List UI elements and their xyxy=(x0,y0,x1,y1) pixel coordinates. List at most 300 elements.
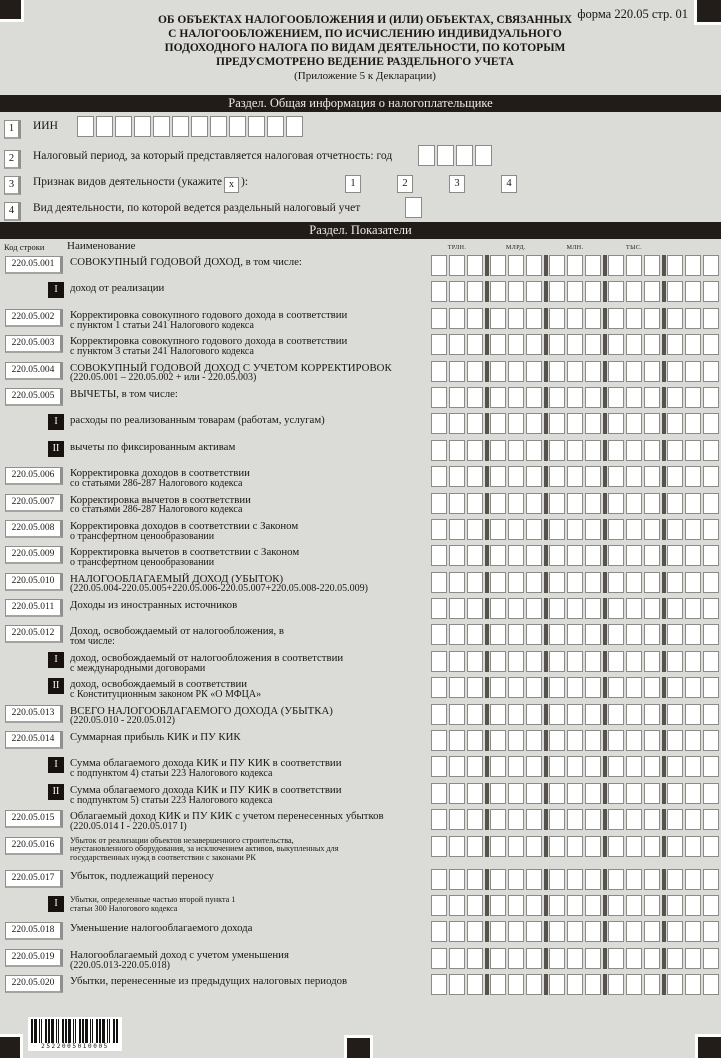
value-cell[interactable] xyxy=(549,783,565,804)
value-cell[interactable] xyxy=(585,413,601,434)
value-cell[interactable] xyxy=(508,466,524,487)
value-cell[interactable] xyxy=(431,598,447,619)
value-cell[interactable] xyxy=(685,895,701,916)
value-cell[interactable] xyxy=(490,598,506,619)
value-cell[interactable] xyxy=(608,361,624,382)
value-cell[interactable] xyxy=(685,361,701,382)
value-cell[interactable] xyxy=(585,572,601,593)
activity-option-1[interactable]: 1 xyxy=(345,175,361,193)
value-cell[interactable] xyxy=(703,387,719,408)
value-cell[interactable] xyxy=(526,413,542,434)
value-cell[interactable] xyxy=(431,519,447,540)
value-cell[interactable] xyxy=(549,440,565,461)
value-cell[interactable] xyxy=(626,756,642,777)
value-cell[interactable] xyxy=(549,466,565,487)
value-cell[interactable] xyxy=(508,809,524,830)
value-cell[interactable] xyxy=(667,756,683,777)
value-cell[interactable] xyxy=(449,895,465,916)
value-cell[interactable] xyxy=(585,809,601,830)
value-cell[interactable] xyxy=(644,466,660,487)
value-cell[interactable] xyxy=(490,361,506,382)
value-cell[interactable] xyxy=(526,869,542,890)
activity-type-cell[interactable] xyxy=(405,197,422,218)
value-cell[interactable] xyxy=(685,836,701,857)
value-cell[interactable] xyxy=(431,545,447,566)
value-cell[interactable] xyxy=(626,783,642,804)
value-cell[interactable] xyxy=(526,545,542,566)
year-cell[interactable] xyxy=(475,145,492,166)
value-cell[interactable] xyxy=(526,281,542,302)
value-cell[interactable] xyxy=(644,730,660,751)
value-cell[interactable] xyxy=(608,948,624,969)
value-cell[interactable] xyxy=(467,466,483,487)
value-cell[interactable] xyxy=(467,624,483,645)
value-cell[interactable] xyxy=(703,466,719,487)
value-cell[interactable] xyxy=(526,255,542,276)
value-cell[interactable] xyxy=(490,624,506,645)
value-cell[interactable] xyxy=(703,730,719,751)
value-cell[interactable] xyxy=(549,730,565,751)
value-cell[interactable] xyxy=(526,704,542,725)
value-cell[interactable] xyxy=(490,948,506,969)
value-cell[interactable] xyxy=(667,281,683,302)
value-cell[interactable] xyxy=(703,974,719,995)
value-cell[interactable] xyxy=(431,281,447,302)
value-cell[interactable] xyxy=(431,974,447,995)
value-cell[interactable] xyxy=(490,704,506,725)
value-cell[interactable] xyxy=(467,921,483,942)
value-cell[interactable] xyxy=(467,387,483,408)
value-cell[interactable] xyxy=(549,677,565,698)
value-cell[interactable] xyxy=(626,255,642,276)
value-cell[interactable] xyxy=(667,974,683,995)
value-cell[interactable] xyxy=(490,974,506,995)
value-cell[interactable] xyxy=(449,545,465,566)
value-cell[interactable] xyxy=(585,519,601,540)
value-cell[interactable] xyxy=(585,281,601,302)
value-cell[interactable] xyxy=(490,869,506,890)
value-cell[interactable] xyxy=(703,361,719,382)
value-cell[interactable] xyxy=(585,704,601,725)
value-cell[interactable] xyxy=(549,598,565,619)
value-cell[interactable] xyxy=(431,413,447,434)
value-cell[interactable] xyxy=(549,921,565,942)
value-cell[interactable] xyxy=(685,334,701,355)
activity-option-4[interactable]: 4 xyxy=(501,175,517,193)
value-cell[interactable] xyxy=(449,756,465,777)
value-cell[interactable] xyxy=(449,598,465,619)
value-cell[interactable] xyxy=(490,921,506,942)
iin-cell[interactable] xyxy=(229,116,246,137)
value-cell[interactable] xyxy=(585,869,601,890)
value-cell[interactable] xyxy=(667,783,683,804)
value-cell[interactable] xyxy=(467,598,483,619)
value-cell[interactable] xyxy=(667,440,683,461)
value-cell[interactable] xyxy=(449,466,465,487)
value-cell[interactable] xyxy=(467,519,483,540)
value-cell[interactable] xyxy=(467,361,483,382)
value-cell[interactable] xyxy=(667,519,683,540)
year-cell[interactable] xyxy=(418,145,435,166)
value-cell[interactable] xyxy=(508,598,524,619)
value-cell[interactable] xyxy=(467,334,483,355)
value-cell[interactable] xyxy=(626,572,642,593)
value-cell[interactable] xyxy=(644,974,660,995)
value-cell[interactable] xyxy=(685,255,701,276)
value-cell[interactable] xyxy=(508,281,524,302)
iin-cell[interactable] xyxy=(77,116,94,137)
value-cell[interactable] xyxy=(608,651,624,672)
value-cell[interactable] xyxy=(549,809,565,830)
value-cell[interactable] xyxy=(431,255,447,276)
value-cell[interactable] xyxy=(608,598,624,619)
value-cell[interactable] xyxy=(449,809,465,830)
value-cell[interactable] xyxy=(667,704,683,725)
value-cell[interactable] xyxy=(667,598,683,619)
value-cell[interactable] xyxy=(431,869,447,890)
value-cell[interactable] xyxy=(626,809,642,830)
value-cell[interactable] xyxy=(608,809,624,830)
value-cell[interactable] xyxy=(685,440,701,461)
value-cell[interactable] xyxy=(449,334,465,355)
value-cell[interactable] xyxy=(431,756,447,777)
value-cell[interactable] xyxy=(449,974,465,995)
value-cell[interactable] xyxy=(549,651,565,672)
value-cell[interactable] xyxy=(667,255,683,276)
value-cell[interactable] xyxy=(526,440,542,461)
value-cell[interactable] xyxy=(549,255,565,276)
value-cell[interactable] xyxy=(667,677,683,698)
value-cell[interactable] xyxy=(703,255,719,276)
value-cell[interactable] xyxy=(703,869,719,890)
value-cell[interactable] xyxy=(431,809,447,830)
value-cell[interactable] xyxy=(644,809,660,830)
value-cell[interactable] xyxy=(431,361,447,382)
value-cell[interactable] xyxy=(431,921,447,942)
value-cell[interactable] xyxy=(449,493,465,514)
value-cell[interactable] xyxy=(685,519,701,540)
value-cell[interactable] xyxy=(567,413,583,434)
value-cell[interactable] xyxy=(585,598,601,619)
iin-cell[interactable] xyxy=(191,116,208,137)
value-cell[interactable] xyxy=(508,756,524,777)
value-cell[interactable] xyxy=(490,677,506,698)
value-cell[interactable] xyxy=(667,836,683,857)
value-cell[interactable] xyxy=(567,466,583,487)
value-cell[interactable] xyxy=(608,519,624,540)
value-cell[interactable] xyxy=(567,921,583,942)
value-cell[interactable] xyxy=(644,895,660,916)
value-cell[interactable] xyxy=(608,308,624,329)
iin-cell[interactable] xyxy=(248,116,265,137)
value-cell[interactable] xyxy=(549,493,565,514)
value-cell[interactable] xyxy=(626,921,642,942)
value-cell[interactable] xyxy=(608,921,624,942)
value-cell[interactable] xyxy=(626,413,642,434)
value-cell[interactable] xyxy=(703,895,719,916)
value-cell[interactable] xyxy=(431,493,447,514)
value-cell[interactable] xyxy=(685,974,701,995)
value-cell[interactable] xyxy=(508,255,524,276)
value-cell[interactable] xyxy=(567,387,583,408)
value-cell[interactable] xyxy=(644,704,660,725)
value-cell[interactable] xyxy=(703,624,719,645)
value-cell[interactable] xyxy=(490,730,506,751)
value-cell[interactable] xyxy=(490,387,506,408)
value-cell[interactable] xyxy=(431,624,447,645)
value-cell[interactable] xyxy=(608,466,624,487)
iin-cell[interactable] xyxy=(267,116,284,137)
value-cell[interactable] xyxy=(644,281,660,302)
value-cell[interactable] xyxy=(685,921,701,942)
value-cell[interactable] xyxy=(585,756,601,777)
value-cell[interactable] xyxy=(526,921,542,942)
value-cell[interactable] xyxy=(526,387,542,408)
value-cell[interactable] xyxy=(703,704,719,725)
value-cell[interactable] xyxy=(608,756,624,777)
value-cell[interactable] xyxy=(490,651,506,672)
value-cell[interactable] xyxy=(549,624,565,645)
value-cell[interactable] xyxy=(449,281,465,302)
value-cell[interactable] xyxy=(626,493,642,514)
value-cell[interactable] xyxy=(508,624,524,645)
value-cell[interactable] xyxy=(626,624,642,645)
value-cell[interactable] xyxy=(567,869,583,890)
value-cell[interactable] xyxy=(508,704,524,725)
value-cell[interactable] xyxy=(644,493,660,514)
value-cell[interactable] xyxy=(449,836,465,857)
value-cell[interactable] xyxy=(508,677,524,698)
value-cell[interactable] xyxy=(585,677,601,698)
value-cell[interactable] xyxy=(449,572,465,593)
value-cell[interactable] xyxy=(685,466,701,487)
value-cell[interactable] xyxy=(644,783,660,804)
value-cell[interactable] xyxy=(626,730,642,751)
value-cell[interactable] xyxy=(644,572,660,593)
value-cell[interactable] xyxy=(567,334,583,355)
activity-option-3[interactable]: 3 xyxy=(449,175,465,193)
value-cell[interactable] xyxy=(567,783,583,804)
value-cell[interactable] xyxy=(449,624,465,645)
value-cell[interactable] xyxy=(585,466,601,487)
value-cell[interactable] xyxy=(703,308,719,329)
value-cell[interactable] xyxy=(667,730,683,751)
value-cell[interactable] xyxy=(644,948,660,969)
value-cell[interactable] xyxy=(685,598,701,619)
value-cell[interactable] xyxy=(703,598,719,619)
value-cell[interactable] xyxy=(644,361,660,382)
value-cell[interactable] xyxy=(549,974,565,995)
value-cell[interactable] xyxy=(508,836,524,857)
value-cell[interactable] xyxy=(585,783,601,804)
value-cell[interactable] xyxy=(626,836,642,857)
value-cell[interactable] xyxy=(567,308,583,329)
value-cell[interactable] xyxy=(626,466,642,487)
value-cell[interactable] xyxy=(431,651,447,672)
value-cell[interactable] xyxy=(526,783,542,804)
value-cell[interactable] xyxy=(685,308,701,329)
value-cell[interactable] xyxy=(608,869,624,890)
value-cell[interactable] xyxy=(567,756,583,777)
value-cell[interactable] xyxy=(431,677,447,698)
value-cell[interactable] xyxy=(431,948,447,969)
value-cell[interactable] xyxy=(508,545,524,566)
value-cell[interactable] xyxy=(585,895,601,916)
value-cell[interactable] xyxy=(490,519,506,540)
value-cell[interactable] xyxy=(608,730,624,751)
value-cell[interactable] xyxy=(431,572,447,593)
value-cell[interactable] xyxy=(431,308,447,329)
value-cell[interactable] xyxy=(549,308,565,329)
value-cell[interactable] xyxy=(703,921,719,942)
value-cell[interactable] xyxy=(431,466,447,487)
value-cell[interactable] xyxy=(490,809,506,830)
value-cell[interactable] xyxy=(467,948,483,969)
value-cell[interactable] xyxy=(549,334,565,355)
value-cell[interactable] xyxy=(667,572,683,593)
value-cell[interactable] xyxy=(667,361,683,382)
value-cell[interactable] xyxy=(467,836,483,857)
value-cell[interactable] xyxy=(449,387,465,408)
value-cell[interactable] xyxy=(667,493,683,514)
value-cell[interactable] xyxy=(626,948,642,969)
iin-cell[interactable] xyxy=(210,116,227,137)
iin-cell[interactable] xyxy=(115,116,132,137)
value-cell[interactable] xyxy=(567,809,583,830)
value-cell[interactable] xyxy=(626,974,642,995)
value-cell[interactable] xyxy=(585,545,601,566)
value-cell[interactable] xyxy=(608,413,624,434)
value-cell[interactable] xyxy=(467,572,483,593)
value-cell[interactable] xyxy=(526,974,542,995)
value-cell[interactable] xyxy=(431,334,447,355)
value-cell[interactable] xyxy=(567,598,583,619)
value-cell[interactable] xyxy=(567,895,583,916)
value-cell[interactable] xyxy=(508,572,524,593)
value-cell[interactable] xyxy=(508,361,524,382)
value-cell[interactable] xyxy=(703,809,719,830)
value-cell[interactable] xyxy=(685,624,701,645)
value-cell[interactable] xyxy=(626,361,642,382)
value-cell[interactable] xyxy=(608,677,624,698)
value-cell[interactable] xyxy=(467,651,483,672)
value-cell[interactable] xyxy=(508,948,524,969)
value-cell[interactable] xyxy=(667,921,683,942)
value-cell[interactable] xyxy=(490,572,506,593)
value-cell[interactable] xyxy=(449,730,465,751)
value-cell[interactable] xyxy=(490,281,506,302)
value-cell[interactable] xyxy=(549,836,565,857)
value-cell[interactable] xyxy=(526,598,542,619)
value-cell[interactable] xyxy=(526,895,542,916)
value-cell[interactable] xyxy=(644,869,660,890)
iin-cell[interactable] xyxy=(286,116,303,137)
value-cell[interactable] xyxy=(467,730,483,751)
value-cell[interactable] xyxy=(526,519,542,540)
value-cell[interactable] xyxy=(508,519,524,540)
value-cell[interactable] xyxy=(644,921,660,942)
value-cell[interactable] xyxy=(685,572,701,593)
value-cell[interactable] xyxy=(449,869,465,890)
value-cell[interactable] xyxy=(608,624,624,645)
value-cell[interactable] xyxy=(667,948,683,969)
value-cell[interactable] xyxy=(608,704,624,725)
value-cell[interactable] xyxy=(608,255,624,276)
value-cell[interactable] xyxy=(667,413,683,434)
value-cell[interactable] xyxy=(608,440,624,461)
value-cell[interactable] xyxy=(667,895,683,916)
value-cell[interactable] xyxy=(644,624,660,645)
value-cell[interactable] xyxy=(608,387,624,408)
value-cell[interactable] xyxy=(644,308,660,329)
value-cell[interactable] xyxy=(549,413,565,434)
iin-cell[interactable] xyxy=(134,116,151,137)
value-cell[interactable] xyxy=(608,545,624,566)
value-cell[interactable] xyxy=(667,545,683,566)
value-cell[interactable] xyxy=(667,809,683,830)
value-cell[interactable] xyxy=(526,730,542,751)
value-cell[interactable] xyxy=(585,387,601,408)
value-cell[interactable] xyxy=(608,572,624,593)
value-cell[interactable] xyxy=(490,545,506,566)
value-cell[interactable] xyxy=(508,334,524,355)
value-cell[interactable] xyxy=(703,651,719,672)
value-cell[interactable] xyxy=(526,361,542,382)
value-cell[interactable] xyxy=(467,545,483,566)
value-cell[interactable] xyxy=(644,334,660,355)
value-cell[interactable] xyxy=(667,651,683,672)
value-cell[interactable] xyxy=(608,974,624,995)
iin-cell[interactable] xyxy=(153,116,170,137)
value-cell[interactable] xyxy=(703,677,719,698)
value-cell[interactable] xyxy=(644,677,660,698)
value-cell[interactable] xyxy=(685,783,701,804)
value-cell[interactable] xyxy=(490,836,506,857)
value-cell[interactable] xyxy=(567,704,583,725)
value-cell[interactable] xyxy=(449,677,465,698)
value-cell[interactable] xyxy=(526,334,542,355)
value-cell[interactable] xyxy=(449,948,465,969)
value-cell[interactable] xyxy=(567,440,583,461)
value-cell[interactable] xyxy=(467,255,483,276)
value-cell[interactable] xyxy=(449,440,465,461)
value-cell[interactable] xyxy=(567,730,583,751)
value-cell[interactable] xyxy=(608,493,624,514)
value-cell[interactable] xyxy=(585,730,601,751)
value-cell[interactable] xyxy=(626,869,642,890)
activity-option-2[interactable]: 2 xyxy=(397,175,413,193)
value-cell[interactable] xyxy=(703,836,719,857)
value-cell[interactable] xyxy=(626,651,642,672)
value-cell[interactable] xyxy=(644,756,660,777)
value-cell[interactable] xyxy=(667,387,683,408)
value-cell[interactable] xyxy=(490,466,506,487)
value-cell[interactable] xyxy=(703,281,719,302)
value-cell[interactable] xyxy=(467,281,483,302)
value-cell[interactable] xyxy=(449,921,465,942)
value-cell[interactable] xyxy=(585,334,601,355)
value-cell[interactable] xyxy=(685,704,701,725)
value-cell[interactable] xyxy=(703,334,719,355)
year-cell[interactable] xyxy=(437,145,454,166)
value-cell[interactable] xyxy=(608,281,624,302)
value-cell[interactable] xyxy=(467,493,483,514)
value-cell[interactable] xyxy=(526,836,542,857)
value-cell[interactable] xyxy=(608,334,624,355)
value-cell[interactable] xyxy=(585,974,601,995)
value-cell[interactable] xyxy=(526,308,542,329)
value-cell[interactable] xyxy=(667,334,683,355)
